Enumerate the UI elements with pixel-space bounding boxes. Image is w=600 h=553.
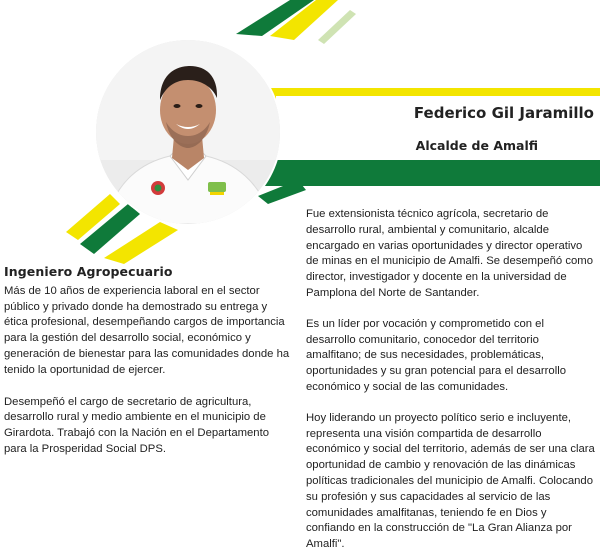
right-paragraph-3: Hoy liderando un proyecto político serio e incluyente, representa una visión compartida de desarrollo económico y social del territorio, además de ser una clara oportunidad de cambio y renovación de las dinámicas políticas tradicionales del municipio de Amalfi. Colocando su profesión y sus capacidades al servicio de las comunidades amalfitanas, teniendo fe en Dios y confiando en la construcción de "La Gran Alianza por Amalfi". bbox=[306, 411, 595, 551]
left-column bbox=[4, 264, 290, 458]
profession-heading: Ingeniero Agropecuario bbox=[4, 264, 173, 279]
light-green-stripe bbox=[318, 10, 356, 44]
portrait-photo bbox=[96, 40, 280, 224]
candidate-name: Federico Gil Jaramillo bbox=[413, 104, 594, 122]
left-paragraph-2: Desempeñó el cargo de secretario de agricultura, desarrollo rural y medio ambiente en el municipio de Girardota. Trabajó con la Nación en el Departamento para la Prosperidad Social DPS. bbox=[4, 395, 269, 455]
left-paragraph-1: Más de 10 años de experiencia laboral en el sector público y privado donde ha demostrado su entrega y ética profesional, desempeñando cargos de importancia para la gestión del desarrollo social, económico y generación de bienestar para las comunidades donde ha tenido la oportunidad de ejercer. bbox=[4, 284, 290, 376]
right-paragraph-1: Fue extensionista técnico agrícola, secretario de desarrollo rural, ambiental y comunitario, alcalde encargado en varias oportunidades y director operativo de minas en el municipio de Amalfi. Se desempeñó como director, investigador y docente en la universidad de Pamplona del Norte de Santander. bbox=[306, 208, 593, 299]
person-portrait-illustration bbox=[96, 40, 280, 224]
green-banner-bar bbox=[232, 160, 600, 186]
right-paragraph-2: Es un líder por vocación y comprometido con el desarrollo comunitario, conocedor del territorio amalfitano; de sus necesidades, problemáticas, oportunidades y su gran potencial para el desarrollo económico y social de las comunidades. bbox=[306, 317, 566, 393]
candidate-role: Alcalde de Amalfi bbox=[415, 138, 538, 153]
right-column bbox=[306, 207, 596, 553]
